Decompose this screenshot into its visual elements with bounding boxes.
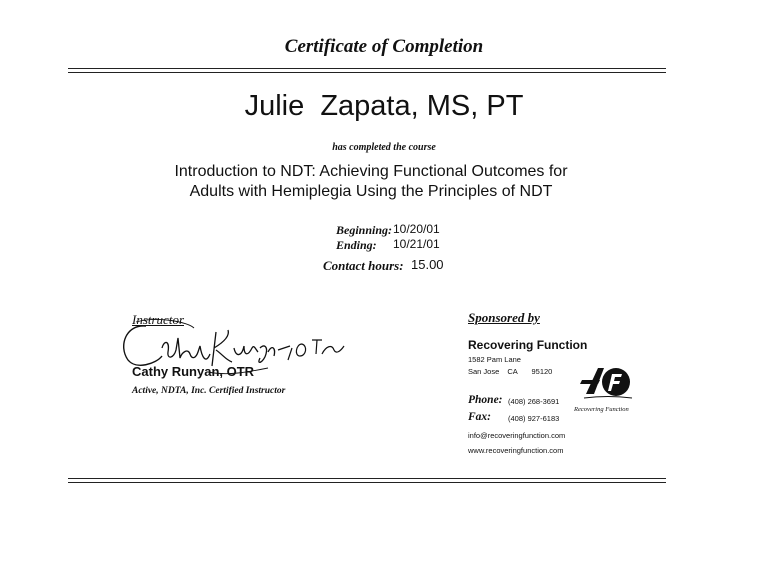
sponsor-email: info@recoveringfunction.com: [468, 431, 566, 440]
recovering-function-logo-icon: [580, 360, 636, 406]
instructor-name: Cathy Runyan, OTR: [132, 364, 255, 379]
sponsor-address-line2: [468, 367, 552, 376]
phone-number: (408) 268-3691: [508, 397, 560, 406]
fax-label: Fax:: [468, 411, 491, 423]
bottom-rule-1: [68, 478, 666, 479]
contact-hours-value: 15.00: [411, 257, 444, 272]
logo-caption: Recovering Function: [574, 406, 629, 413]
sponsor-city: San Jose: [468, 367, 500, 376]
bottom-rule-2: [68, 482, 666, 483]
instructor-certification: Active, NDTA, Inc. Certified Instructor: [132, 386, 286, 396]
top-rule-1: [68, 68, 666, 69]
sponsor-state: CA: [507, 367, 518, 376]
completed-text: has completed the course: [332, 142, 436, 153]
ending-label: Ending:: [336, 238, 377, 252]
sponsor-website: www.recoveringfunction.com: [468, 446, 564, 455]
course-title: [0, 162, 742, 202]
contact-hours-label: Contact hours:: [323, 258, 404, 273]
sponsor-label: Sponsored by: [468, 310, 540, 325]
fax-number: (408) 927-6183: [508, 414, 560, 423]
beginning-label: Beginning:: [336, 223, 393, 237]
certificate-title: Certificate of Completion: [284, 36, 484, 57]
sponsor-zip: 95120: [531, 367, 553, 376]
course-title-line-2: Adults with Hemiplegia Using the Principles of NDT: [189, 183, 553, 200]
recipient-name: Julie Zapata, MS, PT: [244, 90, 524, 122]
beginning-date: 10/20/01: [393, 222, 440, 236]
instructor-label: Instructor: [132, 312, 184, 327]
top-rule-2: [68, 72, 666, 73]
phone-label: Phone:: [468, 394, 503, 406]
sponsor-address-line1: 1582 Pam Lane: [468, 355, 521, 364]
sponsor-organization: Recovering Function: [468, 338, 588, 352]
course-title-line-1: Introduction to NDT: Achieving Functional Outcomes for: [174, 163, 568, 180]
ending-date: 10/21/01: [393, 237, 440, 251]
